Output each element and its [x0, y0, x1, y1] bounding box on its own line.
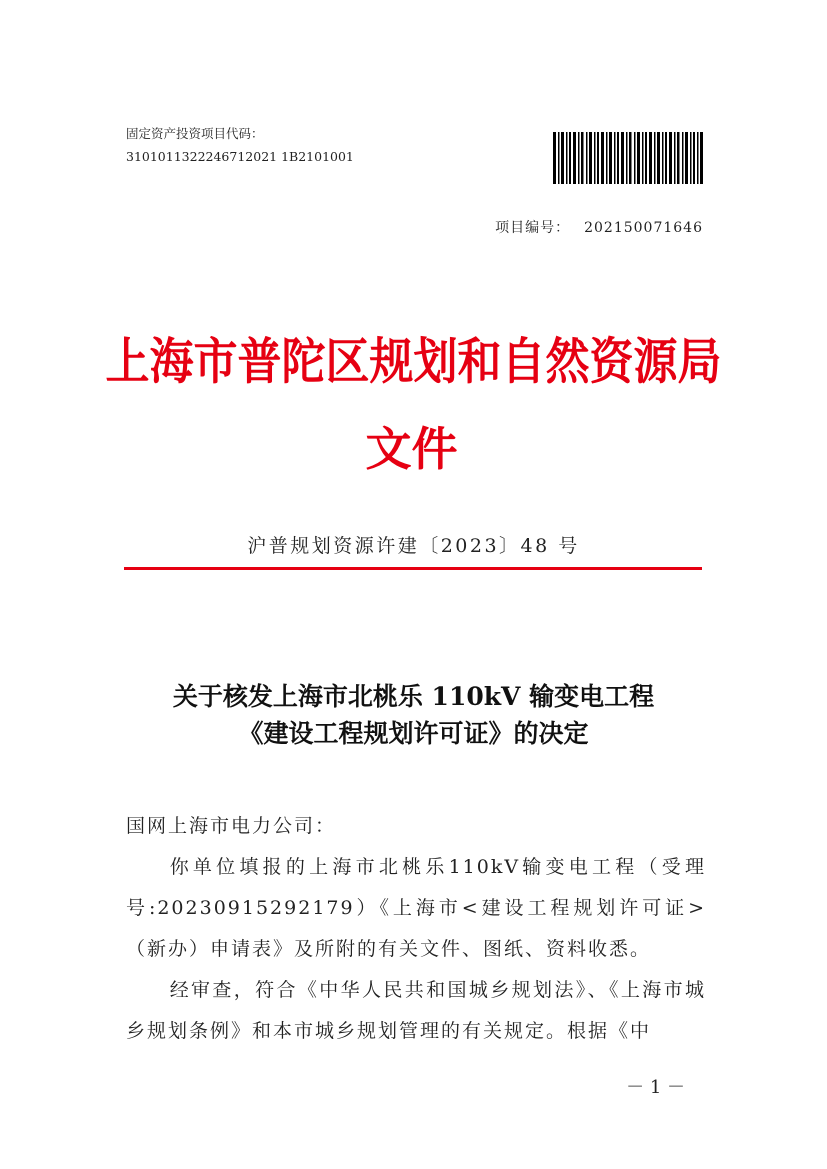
body-text — [126, 847, 706, 1052]
agency-masthead: 上海市普陀区规划和自然资源局 — [105, 333, 722, 391]
document-type — [0, 413, 827, 479]
subject-line-2: 《建设工程规划许可证》的决定 — [238, 719, 589, 748]
investment-code-value: 3101011322246712021 1B2101001 — [126, 149, 354, 164]
document-type-text: 文件 — [365, 422, 458, 476]
project-number-value: 202150071646 — [584, 220, 703, 236]
paragraph-2: 经审查，符合《中华人民共和国城乡规划法》、《上海市城乡规划条例》和本市城乡规划管理的有关规定。根据《中 — [126, 979, 706, 1042]
project-number — [495, 217, 703, 237]
page-number-text: － 1 － — [626, 1077, 685, 1098]
subject-line-1: 关于核发上海市北桃乐 110kV 输变电工程 — [172, 682, 655, 711]
investment-code-label: 固定资产投资项目代码： — [126, 126, 264, 141]
barcode-icon — [553, 132, 703, 184]
paragraph-1: 你单位填报的上海市北桃乐110kV输变电工程（受理号:20230915292179）《上海市<建设工程规划许可证>（新办）申请表》及所附的有关文件、图纸、资料收悉。 — [126, 856, 706, 960]
red-divider — [124, 567, 702, 570]
project-number-label: 项目编号： — [495, 220, 571, 236]
document-number: 沪普规划资源许建〔2023〕48 号 — [247, 535, 580, 557]
recipient: 国网上海市电力公司： — [126, 815, 337, 837]
